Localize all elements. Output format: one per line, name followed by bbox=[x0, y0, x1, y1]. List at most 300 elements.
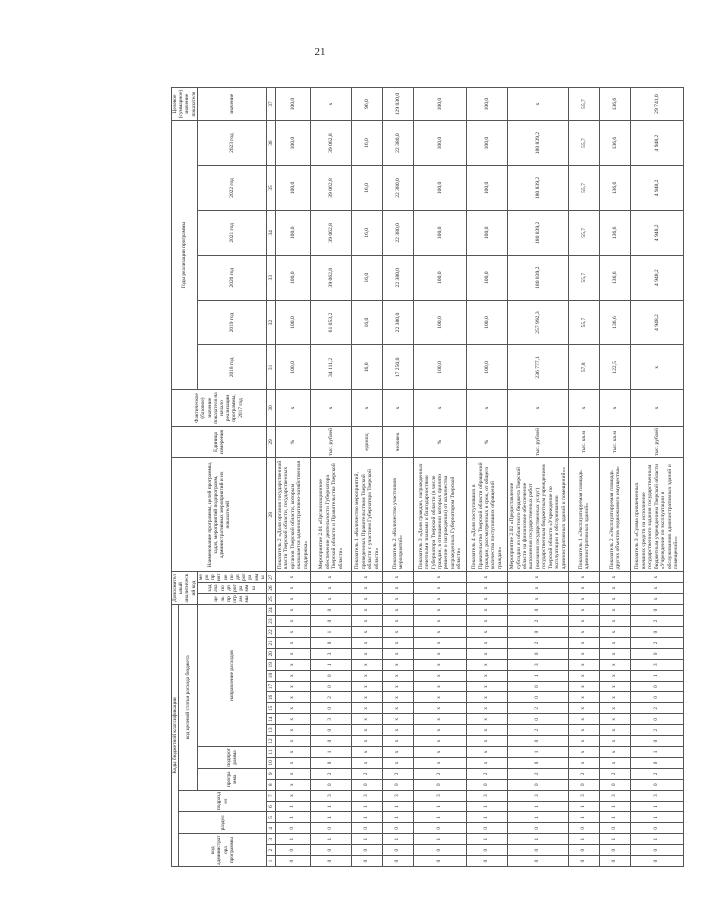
year-value-cell: 39 062,8 bbox=[311, 166, 352, 211]
code-cell: x bbox=[467, 627, 508, 638]
page-number: 21 bbox=[314, 46, 326, 58]
code-cell: 0 bbox=[630, 681, 683, 692]
code-cell: 1 bbox=[311, 627, 352, 638]
year-value-cell: 22 380,0 bbox=[383, 300, 414, 345]
code-cell: x bbox=[599, 583, 630, 594]
table-row bbox=[276, 88, 311, 867]
row-target: х bbox=[311, 88, 352, 121]
code-cell: x bbox=[568, 747, 599, 758]
code-cell: 0 bbox=[311, 681, 352, 692]
year-value-cell: 180 839,2 bbox=[508, 166, 569, 211]
code-cell: 1 bbox=[467, 812, 508, 823]
code-cell: x bbox=[414, 637, 467, 648]
code-cell: 1 bbox=[383, 812, 414, 823]
code-cell: 1 bbox=[599, 801, 630, 812]
row-target: х bbox=[508, 88, 569, 121]
year-value-cell: 136,6 bbox=[599, 300, 630, 345]
code-cell: 0 bbox=[599, 845, 630, 856]
code-cell: 0 bbox=[467, 845, 508, 856]
code-cell: x bbox=[383, 681, 414, 692]
col-num: 35 bbox=[267, 166, 276, 211]
code-cell: x bbox=[630, 594, 683, 605]
row-fact: х bbox=[352, 390, 383, 426]
col-num: 7 bbox=[267, 790, 276, 801]
program-header: программа bbox=[197, 768, 266, 790]
code-cell: x bbox=[383, 736, 414, 747]
code-cell: x bbox=[467, 692, 508, 703]
year-value-cell: 136,6 bbox=[599, 166, 630, 211]
code-cell: x bbox=[276, 714, 311, 725]
unit-header: Единица измерения bbox=[172, 426, 267, 458]
code-cell: 2 bbox=[311, 768, 352, 779]
code-cell: x bbox=[352, 637, 383, 648]
code-cell: 0 bbox=[508, 648, 569, 659]
code-cell: x bbox=[467, 594, 508, 605]
codes-group-header: Коды бюджетной классификации bbox=[172, 604, 179, 866]
code-cell: 3 bbox=[414, 790, 467, 801]
year-value-cell: 180 839,2 bbox=[508, 255, 569, 300]
code-cell: x bbox=[276, 747, 311, 758]
code-cell: 1 bbox=[414, 812, 467, 823]
year-value-cell: х bbox=[630, 345, 683, 390]
code-cell: 0 bbox=[630, 627, 683, 638]
code-cell: x bbox=[276, 604, 311, 615]
year-value-cell: 4 948,2 bbox=[630, 300, 683, 345]
code-cell: x bbox=[414, 747, 467, 758]
event-header: мероприятие подпрограммы bbox=[197, 573, 266, 582]
code-cell: x bbox=[467, 747, 508, 758]
code-cell: 2 bbox=[467, 768, 508, 779]
code-cell: 0 bbox=[599, 779, 630, 790]
code-cell: 0 bbox=[467, 823, 508, 834]
code-cell: 1 bbox=[568, 834, 599, 845]
code-cell: 2 bbox=[568, 768, 599, 779]
code-cell: x bbox=[568, 725, 599, 736]
year-value-cell: 16,0 bbox=[352, 255, 383, 300]
code-cell: x bbox=[568, 572, 599, 583]
col-num: 6 bbox=[267, 801, 276, 812]
col-num: 31 bbox=[267, 345, 276, 390]
code-cell: x bbox=[352, 604, 383, 615]
code-cell: x bbox=[599, 681, 630, 692]
col-num: 22 bbox=[267, 627, 276, 638]
code-cell: 1 bbox=[414, 834, 467, 845]
code-cell: 0 bbox=[383, 779, 414, 790]
row-unit: тыс. кв.м bbox=[568, 426, 599, 458]
col-num: 18 bbox=[267, 670, 276, 681]
code-cell: 0 bbox=[414, 823, 467, 834]
code-cell: 0 bbox=[630, 757, 683, 768]
code-cell: 1 bbox=[311, 801, 352, 812]
code-cell: 0 bbox=[311, 703, 352, 714]
year-2023-header: 2023 год bbox=[197, 121, 266, 166]
code-cell: 1 bbox=[414, 801, 467, 812]
row-name: Показатель 2 «Количество участников мероприятий» bbox=[383, 458, 414, 572]
year-value-cell: 257 992,3 bbox=[508, 300, 569, 345]
table-row bbox=[383, 88, 414, 867]
code-cell: x bbox=[467, 659, 508, 670]
code-cell: x bbox=[352, 572, 383, 583]
col-num: 3 bbox=[267, 834, 276, 845]
code-cell: x bbox=[383, 627, 414, 638]
code-cell: x bbox=[414, 670, 467, 681]
code-cell: 0 bbox=[383, 823, 414, 834]
year-value-cell: 100,0 bbox=[276, 255, 311, 300]
code-cell: 0 bbox=[630, 779, 683, 790]
col-num: 20 bbox=[267, 648, 276, 659]
year-value-cell: 55,7 bbox=[568, 300, 599, 345]
row-fact: х bbox=[508, 390, 569, 426]
code-cell: x bbox=[568, 670, 599, 681]
code-cell: 0 bbox=[311, 845, 352, 856]
code-cell: x bbox=[383, 747, 414, 758]
year-value-cell: 136,6 bbox=[599, 121, 630, 166]
code-cell: x bbox=[383, 714, 414, 725]
target-group-header: Целевое (суммарное) значение показателя bbox=[172, 88, 198, 121]
code-cell: x bbox=[568, 637, 599, 648]
year-value-cell: 16,0 bbox=[352, 210, 383, 255]
code-cell: x bbox=[383, 572, 414, 583]
code-cell: x bbox=[276, 583, 311, 594]
code-cell: x bbox=[599, 594, 630, 605]
code-cell: x bbox=[276, 670, 311, 681]
code-cell: x bbox=[467, 637, 508, 648]
year-2019-header: 2019 год bbox=[197, 300, 266, 345]
code-cell: x bbox=[383, 670, 414, 681]
code-cell: 2 bbox=[508, 637, 569, 648]
row-name: Мероприятие 2.01 «Организационное обеспечение деятельности Губернатора Тверской области и Правительства Тверской области» bbox=[311, 458, 352, 572]
code-cell: 0 bbox=[311, 604, 352, 615]
row-target: 100,0 bbox=[414, 88, 467, 121]
col-num: 36 bbox=[267, 121, 276, 166]
code-cell: 0 bbox=[508, 757, 569, 768]
code-cell: x bbox=[276, 681, 311, 692]
code-cell: 0 bbox=[630, 604, 683, 615]
code-cell: x bbox=[414, 616, 467, 627]
code-cell: 1 bbox=[467, 834, 508, 845]
code-cell: 0 bbox=[508, 692, 569, 703]
year-value-cell: 34 111,2 bbox=[311, 345, 352, 390]
code-cell: x bbox=[276, 594, 311, 605]
year-value-cell: 122,5 bbox=[599, 345, 630, 390]
code-cell: x bbox=[467, 703, 508, 714]
code-cell: 0 bbox=[414, 856, 467, 867]
code-cell: x bbox=[276, 627, 311, 638]
code-cell: 0 bbox=[414, 779, 467, 790]
year-value-cell: 136,6 bbox=[599, 210, 630, 255]
row-fact: х bbox=[311, 390, 352, 426]
row-name: Показатель 4 «Доля поступивших в Правительство Тверской области обращений граждан, рассмотренных в срок, от общего количества поступивших обращений граждан» bbox=[467, 458, 508, 572]
goal-header: цель программы bbox=[197, 594, 266, 605]
row-unit: % bbox=[276, 426, 311, 458]
year-value-cell: 100,0 bbox=[467, 255, 508, 300]
code-cell: x bbox=[467, 572, 508, 583]
subsection-header: подраздел bbox=[179, 790, 267, 812]
code-cell: 0 bbox=[508, 736, 569, 747]
code-cell: x bbox=[414, 604, 467, 615]
row-fact: х bbox=[276, 390, 311, 426]
year-value-cell: 22 380,0 bbox=[383, 121, 414, 166]
col-num: 5 bbox=[267, 812, 276, 823]
code-cell: x bbox=[599, 637, 630, 648]
code-cell: 2 bbox=[352, 768, 383, 779]
row-unit: тыс. рублей bbox=[630, 426, 683, 458]
code-cell: x bbox=[276, 572, 311, 583]
row-target: 96,0 bbox=[352, 88, 383, 121]
col-num: 2 bbox=[267, 845, 276, 856]
code-cell: 1 bbox=[630, 812, 683, 823]
code-cell: x bbox=[599, 648, 630, 659]
code-cell: x bbox=[568, 714, 599, 725]
year-2018-header: 2018 год bbox=[197, 345, 266, 390]
code-cell: x bbox=[568, 757, 599, 768]
code-cell: 0 bbox=[630, 648, 683, 659]
year-value-cell: 55,7 bbox=[568, 166, 599, 211]
code-cell: x bbox=[276, 659, 311, 670]
code-cell: x bbox=[383, 692, 414, 703]
year-value-cell: 16,0 bbox=[352, 121, 383, 166]
code-cell: x bbox=[276, 616, 311, 627]
code-cell: x bbox=[568, 604, 599, 615]
year-value-cell: 100,0 bbox=[467, 166, 508, 211]
code-cell: 3 bbox=[630, 659, 683, 670]
col-num: 15 bbox=[267, 703, 276, 714]
table-row bbox=[414, 88, 467, 867]
row-target: 136,6 bbox=[599, 88, 630, 121]
col-num: 37 bbox=[267, 88, 276, 121]
table-row bbox=[630, 88, 683, 867]
code-cell: x bbox=[383, 757, 414, 768]
code-cell: x bbox=[414, 714, 467, 725]
code-cell: 0 bbox=[383, 845, 414, 856]
row-unit: человек bbox=[383, 426, 414, 458]
code-cell: 0 bbox=[414, 845, 467, 856]
code-cell: x bbox=[467, 670, 508, 681]
code-cell: 0 bbox=[311, 823, 352, 834]
year-value-cell: 22 380,0 bbox=[383, 210, 414, 255]
row-target: 100,0 bbox=[467, 88, 508, 121]
code-cell: x bbox=[383, 604, 414, 615]
year-value-cell: 39 062,8 bbox=[311, 210, 352, 255]
column-numbers-row bbox=[267, 88, 276, 867]
task-header: задача подпрограммы bbox=[197, 583, 266, 594]
code-cell: 0 bbox=[508, 714, 569, 725]
code-cell: x bbox=[276, 637, 311, 648]
code-cell: x bbox=[599, 703, 630, 714]
code-cell: x bbox=[352, 714, 383, 725]
code-cell: x bbox=[599, 725, 630, 736]
year-value-cell: 100,0 bbox=[276, 121, 311, 166]
year-value-cell: 55,7 bbox=[568, 210, 599, 255]
code-cell: x bbox=[352, 616, 383, 627]
code-cell: 2 bbox=[630, 703, 683, 714]
code-cell: 1 bbox=[508, 812, 569, 823]
year-value-cell: 100,0 bbox=[276, 210, 311, 255]
code-cell: 1 bbox=[467, 801, 508, 812]
code-cell: 0 bbox=[568, 845, 599, 856]
code-cell: 0 bbox=[508, 856, 569, 867]
code-cell: x bbox=[352, 583, 383, 594]
code-cell: x bbox=[414, 681, 467, 692]
code-cell: 0 bbox=[630, 823, 683, 834]
col-num: 26 bbox=[267, 583, 276, 594]
code-cell: 3 bbox=[311, 714, 352, 725]
code-cell: 1 bbox=[311, 812, 352, 823]
code-cell: 1 bbox=[630, 670, 683, 681]
year-value-cell: 180 839,2 bbox=[508, 210, 569, 255]
program-table bbox=[171, 87, 684, 867]
code-cell: 1 bbox=[568, 812, 599, 823]
code-cell: 0 bbox=[568, 823, 599, 834]
code-cell: x bbox=[276, 757, 311, 768]
code-cell: x bbox=[276, 790, 311, 801]
code-cell: 0 bbox=[630, 692, 683, 703]
row-name: Показатель 2 «Эксплуатируемая площадь других объектов недвижимого имущества» bbox=[599, 458, 630, 572]
code-cell: x bbox=[630, 583, 683, 594]
code-cell: 1 bbox=[508, 834, 569, 845]
year-value-cell: 16,0 bbox=[352, 345, 383, 390]
code-cell: x bbox=[276, 736, 311, 747]
code-cell: 1 bbox=[630, 801, 683, 812]
code-cell: x bbox=[352, 692, 383, 703]
code-cell: x bbox=[414, 659, 467, 670]
row-target: 55,7 bbox=[568, 88, 599, 121]
col-num: 21 bbox=[267, 637, 276, 648]
row-name: Показатель 3 «Доля граждан, награжденных почетными знаками и благодарностями Губернатора Тверской области (в числе граждан, в отношении которых принято решение о награждении) от количества награжденных Губернатором Тверской области» bbox=[414, 458, 467, 572]
code-cell: x bbox=[568, 736, 599, 747]
col-num: 9 bbox=[267, 768, 276, 779]
col-num: 16 bbox=[267, 692, 276, 703]
code-cell: x bbox=[467, 736, 508, 747]
col-num: 28 bbox=[267, 458, 276, 572]
year-value-cell: 100,0 bbox=[276, 300, 311, 345]
code-cell: 3 bbox=[568, 790, 599, 801]
code-cell: 2 bbox=[630, 616, 683, 627]
row-name: Показатель 1 «Эксплуатируемая площадь административных зданий» bbox=[568, 458, 599, 572]
years-group-header: Годы реализации программы bbox=[172, 121, 198, 390]
code-cell: x bbox=[276, 779, 311, 790]
code-cell: x bbox=[383, 594, 414, 605]
table-row bbox=[568, 88, 599, 867]
row-target: 100,0 bbox=[276, 88, 311, 121]
code-cell: x bbox=[352, 736, 383, 747]
code-cell: x bbox=[276, 725, 311, 736]
col-num: 17 bbox=[267, 681, 276, 692]
code-cell: 1 bbox=[568, 801, 599, 812]
row-fact: х bbox=[414, 390, 467, 426]
code-cell: x bbox=[630, 572, 683, 583]
year-2022-header: 2022 год bbox=[197, 166, 266, 211]
year-value-cell: 100,0 bbox=[414, 210, 467, 255]
code-cell: x bbox=[568, 659, 599, 670]
code-cell: 2 bbox=[630, 725, 683, 736]
year-value-cell: 100,0 bbox=[414, 300, 467, 345]
table-row bbox=[467, 88, 508, 867]
year-value-cell: 100,0 bbox=[414, 166, 467, 211]
row-unit: тыс. кв.м bbox=[599, 426, 630, 458]
code-cell: 2 bbox=[508, 703, 569, 714]
code-cell: x bbox=[414, 757, 467, 768]
code-cell: x bbox=[508, 594, 569, 605]
code-cell: x bbox=[352, 703, 383, 714]
code-cell: 1 bbox=[352, 834, 383, 845]
code-cell: x bbox=[352, 747, 383, 758]
code-cell: 3 bbox=[599, 790, 630, 801]
code-cell: x bbox=[414, 572, 467, 583]
code-cell: x bbox=[599, 659, 630, 670]
code-cell: 0 bbox=[276, 856, 311, 867]
col-num: 12 bbox=[267, 736, 276, 747]
code-cell: x bbox=[414, 648, 467, 659]
col-num: 13 bbox=[267, 725, 276, 736]
code-cell: 0 bbox=[599, 856, 630, 867]
code-cell: x bbox=[276, 648, 311, 659]
col-num: 34 bbox=[267, 210, 276, 255]
rotated-table-container bbox=[171, 87, 711, 867]
code-cell: x bbox=[508, 583, 569, 594]
code-cell: x bbox=[599, 572, 630, 583]
row-fact: х bbox=[568, 390, 599, 426]
year-value-cell: 22 380,0 bbox=[383, 255, 414, 300]
col-num: 1 bbox=[267, 856, 276, 867]
code-cell: x bbox=[467, 757, 508, 768]
year-value-cell: 22 380,0 bbox=[383, 166, 414, 211]
year-value-cell: 39 062,8 bbox=[311, 121, 352, 166]
code-cell: 1 bbox=[508, 801, 569, 812]
code-cell: 0 bbox=[508, 823, 569, 834]
code-cell: 1 bbox=[276, 812, 311, 823]
code-cell: x bbox=[467, 648, 508, 659]
code-cell: 1 bbox=[508, 747, 569, 758]
year-value-cell: 100,0 bbox=[467, 121, 508, 166]
code-cell: x bbox=[467, 714, 508, 725]
col-num: 27 bbox=[267, 572, 276, 583]
year-value-cell: 57,8 bbox=[568, 345, 599, 390]
code-cell: 3 bbox=[508, 790, 569, 801]
code-cell: 0 bbox=[383, 856, 414, 867]
col-num: 24 bbox=[267, 604, 276, 615]
row-unit: тыс. рублей bbox=[311, 426, 352, 458]
code-cell: 0 bbox=[508, 604, 569, 615]
year-2021-header: 2021 год bbox=[197, 210, 266, 255]
code-cell: x bbox=[383, 725, 414, 736]
code-cell: x bbox=[352, 648, 383, 659]
code-cell: 2 bbox=[508, 768, 569, 779]
code-cell: 0 bbox=[508, 779, 569, 790]
year-value-cell: 180 839,2 bbox=[508, 121, 569, 166]
code-cell: 0 bbox=[599, 823, 630, 834]
code-cell: x bbox=[414, 736, 467, 747]
code-cell: 2 bbox=[508, 725, 569, 736]
row-target: 29 741,0 bbox=[630, 88, 683, 121]
code-cell: 0 bbox=[352, 823, 383, 834]
year-value-cell: 61 053,2 bbox=[311, 300, 352, 345]
code-cell: x bbox=[508, 572, 569, 583]
year-value-cell: 55,7 bbox=[568, 121, 599, 166]
col-num: 11 bbox=[267, 747, 276, 758]
code-cell: x bbox=[352, 670, 383, 681]
code-cell: x bbox=[467, 681, 508, 692]
col-num: 25 bbox=[267, 594, 276, 605]
code-cell: x bbox=[599, 616, 630, 627]
names-header: Наименование программы, целей программы, задач, мероприятий подпрограмм, административных мероприятий и их показателей bbox=[172, 458, 267, 572]
year-value-cell: 100,0 bbox=[467, 345, 508, 390]
col-num: 10 bbox=[267, 757, 276, 768]
row-fact: х bbox=[599, 390, 630, 426]
code-cell: 0 bbox=[311, 725, 352, 736]
code-cell: 3 bbox=[311, 648, 352, 659]
row-unit: единиц bbox=[352, 426, 383, 458]
